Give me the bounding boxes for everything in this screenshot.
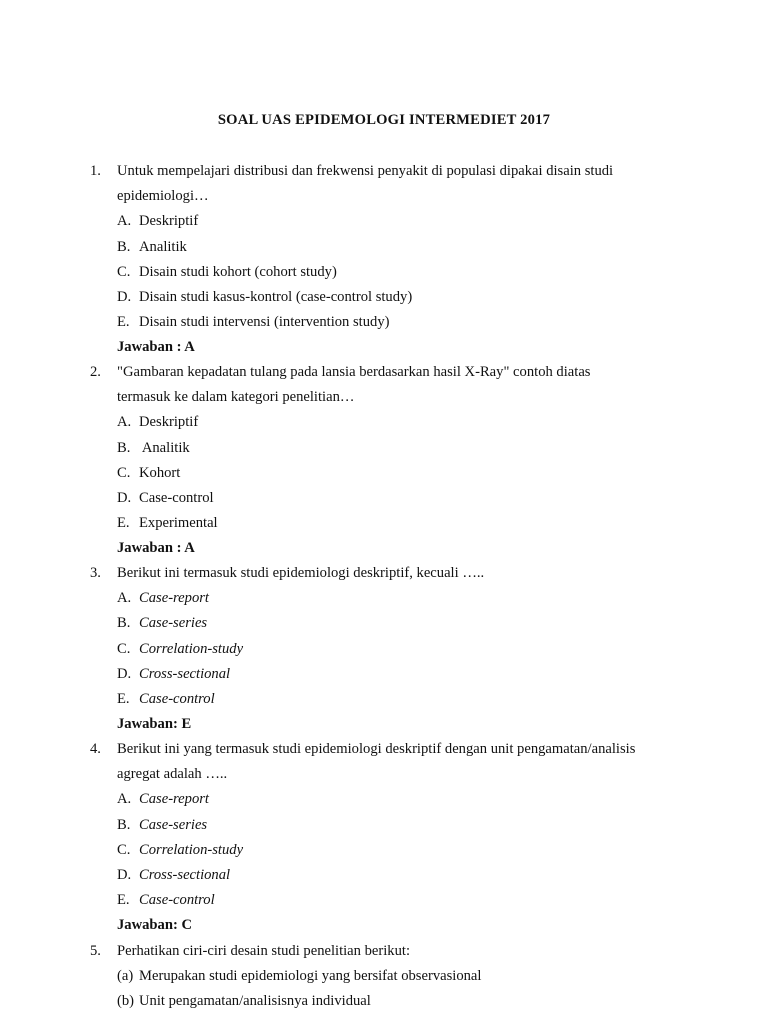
option-text: Unit pengamatan/analisisnya individual (139, 993, 371, 1010)
option-text: Deskriptif (139, 213, 199, 230)
option-letter: E. (117, 892, 130, 909)
question-1 (90, 159, 690, 361)
option-letter: E. (117, 314, 130, 331)
statement-a (117, 964, 690, 989)
option-letter: B. (117, 439, 131, 456)
document-title: SOAL UAS EPIDEMOLOGI INTERMEDIET 2017 (217, 112, 551, 128)
option-text: Disain studi intervensi (intervention study) (139, 314, 390, 331)
option-text: Disain studi kasus-kontrol (case-control study) (139, 288, 413, 305)
option-letter: C. (117, 263, 131, 280)
option-a (117, 787, 690, 812)
option-text: Cross-sectional (139, 665, 231, 682)
option-letter: E. (117, 515, 130, 532)
option-b (117, 436, 690, 461)
option-text: Case-series (139, 615, 208, 632)
option-letter: B. (117, 238, 131, 255)
option-letter: A. (117, 414, 132, 431)
option-text: Analitik (139, 439, 190, 456)
option-b (117, 235, 690, 260)
option-letter: (b) (117, 993, 135, 1010)
question-line: epidemiologi… (117, 188, 209, 205)
option-a (117, 586, 690, 611)
statement-b (117, 989, 690, 1014)
option-text: Case-control (139, 690, 215, 707)
option-letter: D. (117, 288, 132, 305)
option-text: Cross-sectional (139, 866, 231, 883)
option-letter: (a) (117, 968, 134, 985)
option-letter: A. (117, 590, 132, 607)
question-text (117, 561, 690, 586)
option-letter: C. (117, 841, 131, 858)
option-text: Analitik (139, 238, 187, 255)
question-5 (90, 939, 690, 1015)
answer-key: Jawaban: C (117, 917, 193, 934)
option-c (117, 461, 690, 486)
question-number: 1. (90, 163, 101, 179)
option-text: Case-report (139, 590, 209, 607)
option-letter: B. (117, 816, 131, 833)
question-line: Berikut ini termasuk studi epidemiologi deskriptif, kecuali ….. (117, 565, 485, 581)
option-letter: C. (117, 640, 131, 657)
option-text: Case-control (139, 892, 215, 909)
question-3 (90, 561, 690, 737)
option-letter: A. (117, 791, 132, 808)
option-text: Case-series (139, 816, 208, 833)
question-number: 3. (90, 565, 101, 581)
question-text (117, 737, 690, 787)
option-text: Correlation-study (139, 640, 244, 657)
option-letter: D. (117, 665, 132, 682)
question-text (117, 939, 690, 964)
option-c (117, 260, 690, 285)
question-text (117, 159, 690, 209)
option-text: Correlation-study (139, 841, 244, 858)
option-e (117, 888, 690, 913)
question-number: 2. (90, 364, 101, 380)
option-text: Case-control (139, 489, 214, 506)
option-e (117, 511, 690, 536)
option-d (117, 285, 690, 310)
option-text: Case-report (139, 791, 209, 808)
question-line: agregat adalah ….. (117, 766, 228, 783)
question-2 (90, 360, 690, 562)
question-line: Untuk mempelajari distribusi dan frekwensi penyakit di populasi dipakai disain studi (117, 163, 614, 179)
option-text: Deskriptif (139, 414, 199, 431)
answer-key: Jawaban: E (117, 716, 192, 733)
option-e (117, 310, 690, 335)
answer-key: Jawaban : A (117, 540, 195, 557)
option-letter: A. (117, 213, 132, 230)
question-line: "Gambaran kepadatan tulang pada lansia berdasarkan hasil X-Ray" contoh diatas (117, 364, 591, 380)
question-line: Perhatikan ciri-ciri desain studi penelitian berikut: (117, 943, 411, 959)
option-d (117, 662, 690, 687)
option-letter: B. (117, 615, 131, 632)
option-b (117, 813, 690, 838)
option-a (117, 209, 690, 234)
option-a (117, 410, 690, 435)
option-d (117, 486, 690, 511)
question-text (117, 360, 690, 410)
option-text: Disain studi kohort (cohort study) (139, 263, 337, 280)
question-line: Berikut ini yang termasuk studi epidemiologi deskriptif dengan unit pengamatan/analisis (117, 741, 636, 757)
option-letter: D. (117, 489, 132, 506)
option-letter: E. (117, 690, 130, 707)
question-line: termasuk ke dalam kategori penelitian… (117, 389, 355, 406)
option-letter: D. (117, 866, 132, 883)
option-letter: C. (117, 464, 131, 481)
question-number: 4. (90, 741, 101, 757)
question-number: 5. (90, 943, 101, 959)
option-text: Merupakan studi epidemiologi yang bersifat observasional (139, 968, 482, 985)
question-4 (90, 737, 690, 939)
option-c (117, 637, 690, 662)
option-e (117, 687, 690, 712)
option-text: Kohort (139, 464, 181, 481)
answer-key: Jawaban : A (117, 339, 195, 356)
option-d (117, 863, 690, 888)
option-text: Experimental (139, 515, 218, 532)
option-c (117, 838, 690, 863)
option-b (117, 611, 690, 636)
